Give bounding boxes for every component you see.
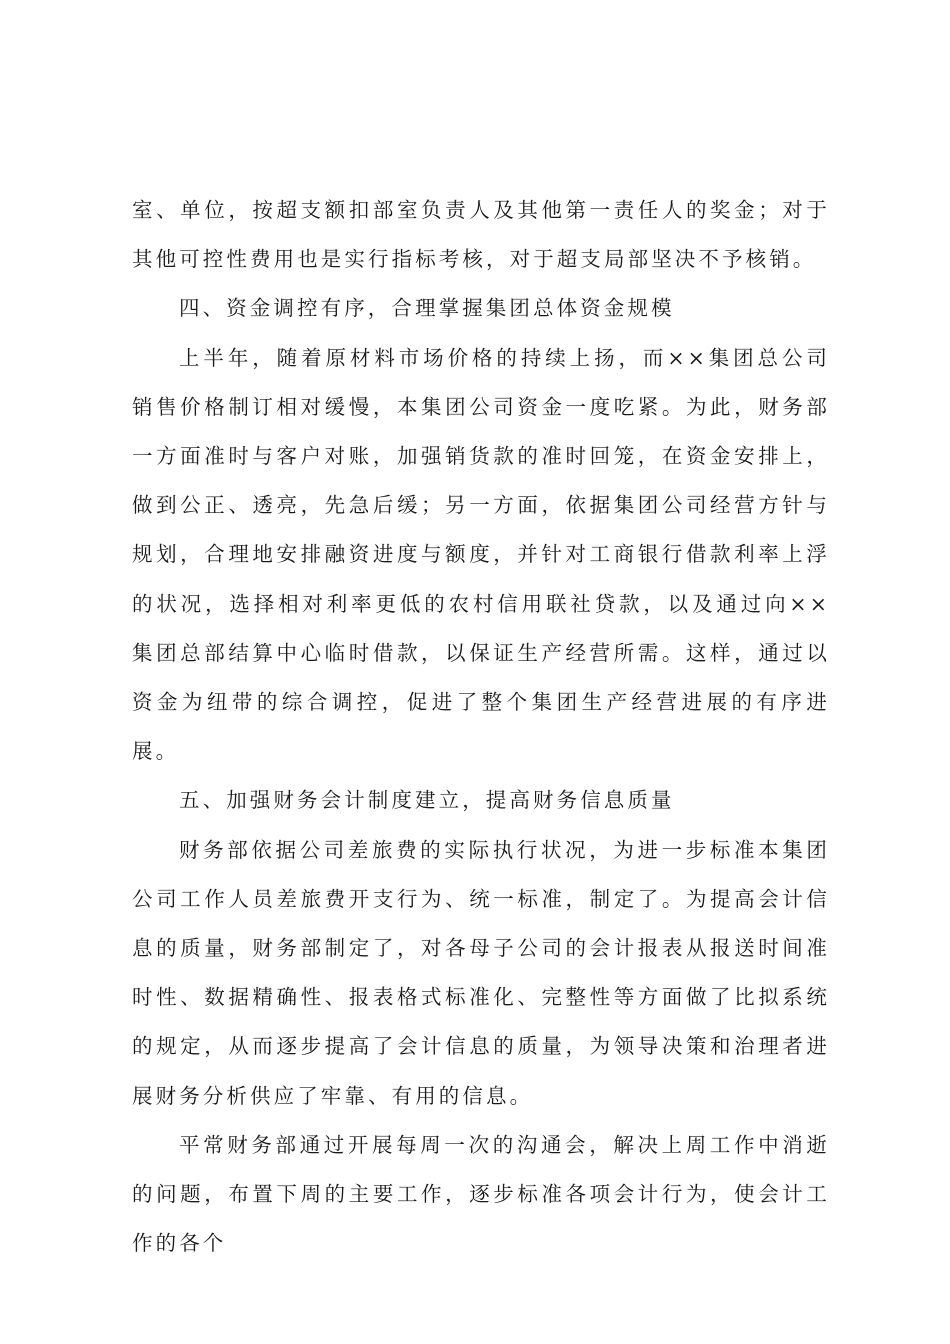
paragraph-continuation: 室、单位，按超支额扣部室负责人及其他第一责任人的奖金；对于其他可控性费用也是实行指标考核，对于超支局部坚决不予核销。 [132,198,830,272]
paragraph-funds-control: 上半年，随着原材料市场价格的持续上扬，而××集团总公司销售价格制订相对缓慢，本集团公司资金一度吃紧。为此，财务部一方面准时与客户对账，加强销货款的准时回笼，在资金安排上，做到公正、透亮，先急后缓；另一方面，依据集团公司经营方针与规划，合理地安排融资进度与额度，并针对工商银行借款利率上浮的状况，选择相对利率更低的农村信用联社贷款，以及通过向××集团总部结算中心临时借款，以保证生产经营所需。这样，通过以资金为纽带的综合调控，促进了整个集团生产经营进展的有序进展。 [132,345,830,764]
paragraph-weekly-meeting: 平常财务部通过开展每周一次的沟通会，解决上周工作中消逝的问题，布置下周的主要工作，逐步标准各项会计行为，使会计工作的各个 [132,1132,830,1256]
section-heading-5: 五、加强财务会计制度建立，提高财务信息质量 [179,788,675,813]
paragraph-accounting-system: 财务部依据公司差旅费的实际执行状况，为进一步标准本集团公司工作人员差旅费开支行为、统一标准，制定了。为提高会计信息的质量，财务部制定了，对各母子公司的会计报表从报送时间准时性、数据精确性、报表格式标准化、完整性等方面做了比拟系统的规定，从而逐步提高了会计信息的质量，为领导决策和治理者进展财务分析供应了牢靠、有用的信息。 [132,837,830,1108]
document-body [132,186,830,1268]
section-heading-4: 四、资金调控有序，合理掌握集团总体资金规模 [179,296,675,321]
